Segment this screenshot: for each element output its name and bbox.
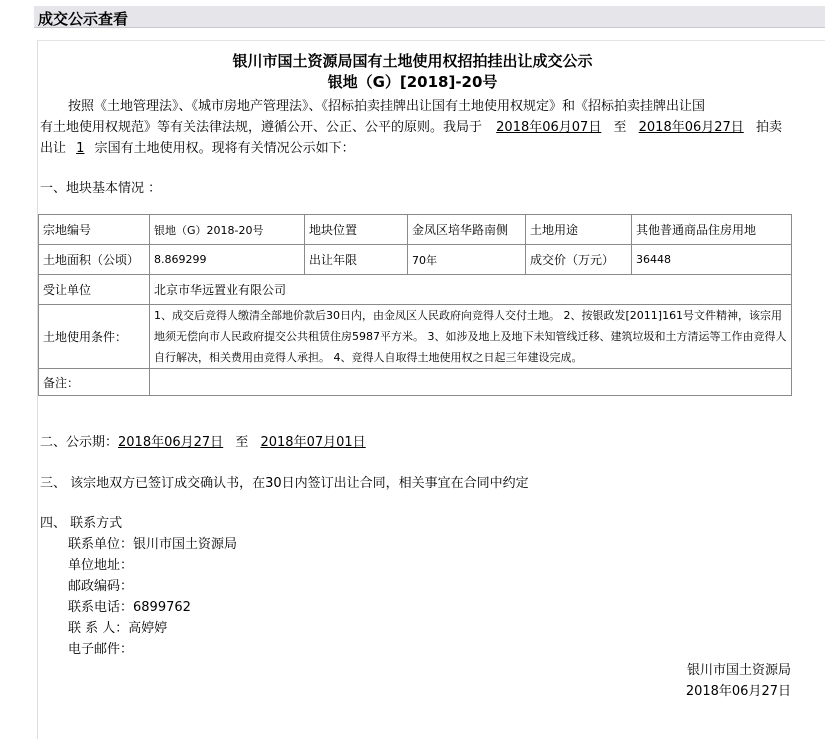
signature-date: 2018年06月27日: [685, 684, 791, 699]
land-use-value: 其他普通商品住房用地: [632, 215, 792, 245]
section-1-heading: 一、地块基本情况 ：: [40, 181, 162, 196]
price-label: 成交价（万元）: [526, 245, 632, 275]
contact-address: 单位地址：: [68, 558, 134, 573]
intro-line-3-tail: 宗国有土地使用权。现将有关情况公示如下：: [94, 141, 355, 156]
table-row: [39, 305, 792, 369]
price-value: 36448: [632, 245, 792, 275]
contact-phone: 联系电话：6899762: [68, 600, 191, 615]
intro-to: 至: [613, 120, 627, 135]
conditions-value: 1、成交后竞得人缴清全部地价款后30日内，由金凤区人民政府向竞得人交付土地。 2、按银政发[2011]161号文件精神，该宗用地须无偿向市人民政府提交公共租赁住房5987平方米。 3、如涉及地上及地下未知管线迁移、建筑垃圾和土方清运等工作由竞得人自行解决，相关费用由竞得人承担。 4、竞得人自取得土地使用权之日起三年建设完成。: [150, 305, 792, 369]
location-label: 地块位置: [305, 215, 408, 245]
publicity-to: 至: [235, 435, 249, 450]
assignee-value: 北京市华远置业有限公司: [150, 275, 792, 305]
area-value: 8.869299: [150, 245, 305, 275]
intro-line-2-tail: 拍卖: [755, 120, 782, 135]
section-3-text: 三、 该宗地双方已签订成交确认书，在30日内签订出让合同，相关事宜在合同中约定: [40, 476, 529, 491]
parcel-info-table: [38, 214, 792, 396]
publicity-end-date: 2018年07月01日: [260, 435, 366, 450]
contact-unit: 联系单位：银川市国土资源局: [68, 537, 238, 552]
publicity-start-date: 2018年06月27日: [118, 435, 224, 450]
intro-start-date: 2018年06月07日: [496, 120, 602, 135]
parcel-no-value: 银地（G）2018-20号: [150, 215, 305, 245]
notice-title: 银川市国土资源局国有土地使用权招拍挂出让成交公示: [232, 52, 593, 70]
remarks-label: 备注：: [39, 369, 150, 396]
table-row: [39, 275, 792, 305]
contact-email: 电子邮件：: [68, 642, 134, 657]
assignee-label: 受让单位: [39, 275, 150, 305]
remarks-value: [150, 369, 792, 396]
intro-line-3-text: 出让: [40, 141, 67, 156]
term-label: 出让年限: [305, 245, 408, 275]
page-header-title: 成交公示查看: [38, 10, 129, 28]
conditions-label: 土地使用条件：: [39, 305, 150, 369]
table-row: [39, 215, 792, 245]
section-2-publicity-period: [40, 431, 366, 450]
contact-person: 联 系 人：高婷婷: [68, 621, 168, 636]
intro-line-1: 按照《土地管理法》、《城市房地产管理法》、《招标拍卖挂牌出让国有土地使用权规定》和《招标拍卖挂牌出让国: [68, 99, 706, 114]
notice-code: 银地（G）[2018]-20号: [327, 73, 498, 91]
intro-line-2: [40, 116, 782, 135]
contact-postcode: 邮政编码：: [68, 579, 134, 594]
intro-line-3: [40, 137, 355, 156]
table-row: [39, 369, 792, 396]
term-value: 70年: [408, 245, 526, 275]
area-label: 土地面积（公顷）: [39, 245, 150, 275]
content-frame-top-border: [37, 40, 825, 41]
signature-org: 银川市国土资源局: [686, 663, 791, 678]
location-value: 金凤区培华路南侧: [408, 215, 526, 245]
publicity-label: 二、公示期：: [40, 435, 119, 450]
intro-end-date: 2018年06月27日: [638, 120, 744, 135]
page-header-bar: [34, 6, 825, 28]
section-4-heading: 四、 联系方式: [40, 516, 123, 531]
parcel-no-label: 宗地编号: [39, 215, 150, 245]
intro-line-2-text: 有土地使用权规范》等有关法律法规，遵循公开、公正、公平的原则。我局于: [40, 120, 483, 135]
table-row: [39, 245, 792, 275]
land-use-label: 土地用途: [526, 215, 632, 245]
intro-parcel-count: 1: [76, 141, 85, 156]
